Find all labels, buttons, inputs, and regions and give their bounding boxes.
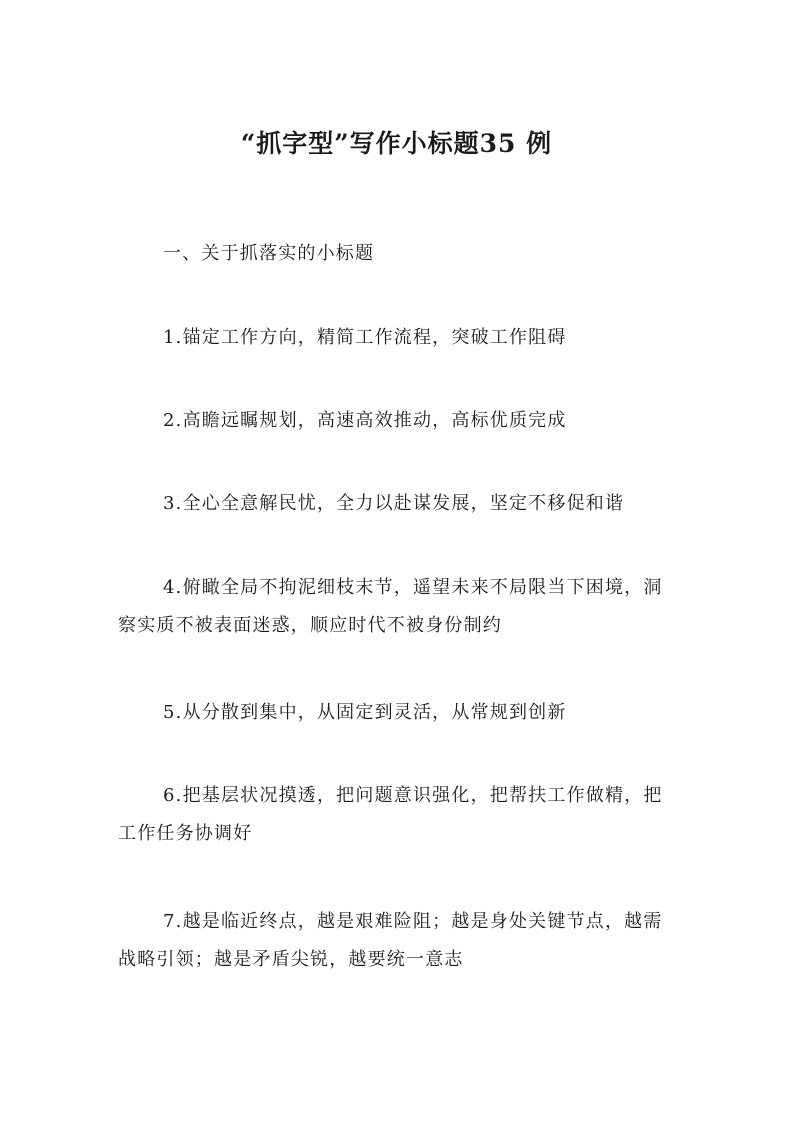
list-item-2: 2.高瞻远瞩规划，高速高效推动，高标优质完成 bbox=[163, 410, 567, 431]
list-item-4: 4.俯瞰全局不拘泥细枝末节，遥望未来不局限当下困境，洞察实质不被表面迷惑，顺应时代不被身份制约 bbox=[118, 577, 663, 636]
list-item-6: 6.把基层状况摸透，把问题意识强化，把帮扶工作做精，把工作任务协调好 bbox=[118, 785, 663, 844]
list-item-7: 7.越是临近终点，越是艰难险阻；越是身处关键节点，越需战略引领；越是矛盾尖锐，越要统一意志 bbox=[118, 911, 663, 970]
list-item-1: 1.锚定工作方向，精简工作流程，突破工作阻碍 bbox=[163, 327, 567, 348]
list-item-3: 3.全心全意解民忧，全力以赴谋发展，坚定不移促和谐 bbox=[163, 493, 625, 514]
section-heading: 一、关于抓落实的小标题 bbox=[163, 243, 375, 264]
list-item-5: 5.从分散到集中，从固定到灵活，从常规到创新 bbox=[163, 702, 567, 723]
document-title: “抓字型”写作小标题35 例 bbox=[240, 129, 553, 158]
